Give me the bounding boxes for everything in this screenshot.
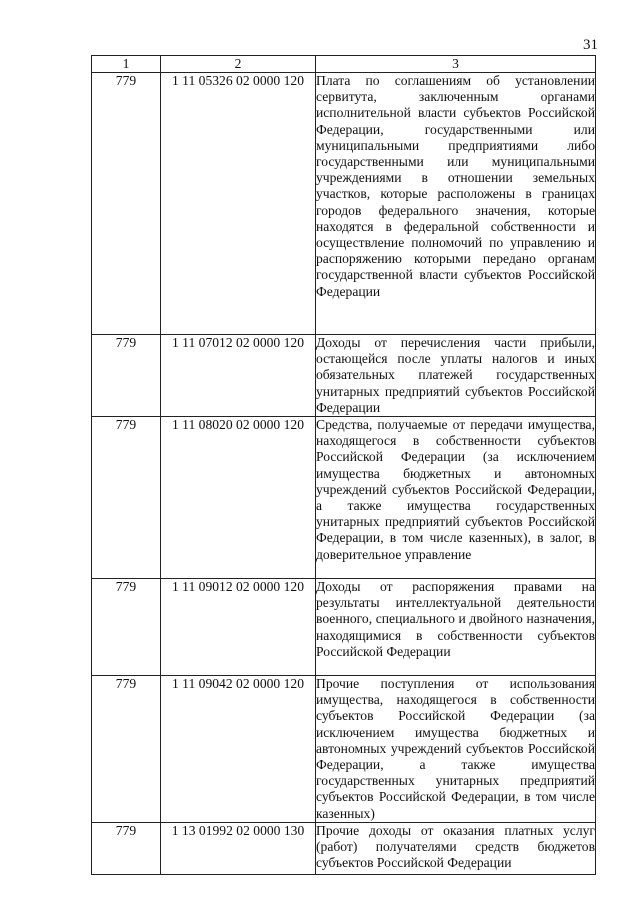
admin-code-cell: 779	[92, 417, 161, 579]
admin-code-cell: 779	[92, 335, 161, 417]
admin-code-cell: 779	[92, 579, 161, 676]
column-header-2: 2	[161, 56, 316, 73]
description-cell: Прочие поступления от использования имущества, находящегося в собственности субъектов Российской Федерации (за исключением имущества бюджетных и автономных учреждений субъектов Российской Федерации, а также имущества государственных унитарных предприятий субъектов Российской Федерации, в том числе казенных)	[316, 676, 595, 821]
admin-code-cell: 779	[92, 73, 161, 335]
description-cell: Прочие доходы от оказания платных услуг (работ) получателями средств бюджетов субъектов Российской Федерации	[316, 822, 596, 874]
table-row	[92, 822, 596, 874]
table-row	[92, 579, 596, 676]
description-cell: Средства, получаемые от передачи имущества, находящегося в собственности субъектов Российской Федерации (за исключением имущества бюджетных и автономных учреждений субъектов Российской Федерации, а также имущества государственных унитарных предприятий субъектов Российской Федерации, в том числе казенных), в залог, в доверительное управление	[316, 417, 596, 579]
table-row	[92, 73, 596, 335]
table-row	[92, 335, 596, 417]
budget-code-cell: 1 11 07012 02 0000 120	[161, 335, 316, 417]
admin-code-cell: 779	[92, 822, 161, 874]
description-cell: Доходы от распоряжения правами на результаты интеллектуальной деятельности военного, специального и двойного назначения, находящимися в собственности субъектов Российской Федерации	[316, 579, 596, 676]
table-row	[92, 417, 596, 579]
description-cell: Плата по соглашениям об установлении сервитута, заключенным органами исполнительной власти субъектов Российской Федерации, государственными или муниципальными предприятиями либо государственными или муниципальными учреждениями в отношении земельных участков, которые расположены в границах городов федерального значения, которые находятся в федеральной собственности и осуществление полномочий по управлению и распоряжению которыми передано органам государственной власти субъектов Российской Федерации	[316, 73, 596, 335]
table-row	[92, 676, 596, 823]
column-header-3: 3	[316, 56, 596, 73]
header-row	[92, 56, 596, 73]
description-cell: Доходы от перечисления части прибыли, остающейся после уплаты налогов и иных обязательных платежей государственных унитарных предприятий субъектов Российской Федерации	[316, 335, 595, 415]
revenue-codes-table	[91, 55, 596, 875]
budget-code-cell: 1 11 09042 02 0000 120	[161, 676, 316, 823]
budget-code-cell: 1 13 01992 02 0000 130	[161, 822, 316, 874]
budget-code-cell: 1 11 05326 02 0000 120	[161, 73, 316, 335]
budget-code-cell: 1 11 09012 02 0000 120	[161, 579, 316, 676]
budget-code-cell: 1 11 08020 02 0000 120	[161, 417, 316, 579]
column-header-1: 1	[92, 56, 161, 73]
page-number: 31	[583, 37, 598, 53]
admin-code-cell: 779	[92, 676, 161, 823]
